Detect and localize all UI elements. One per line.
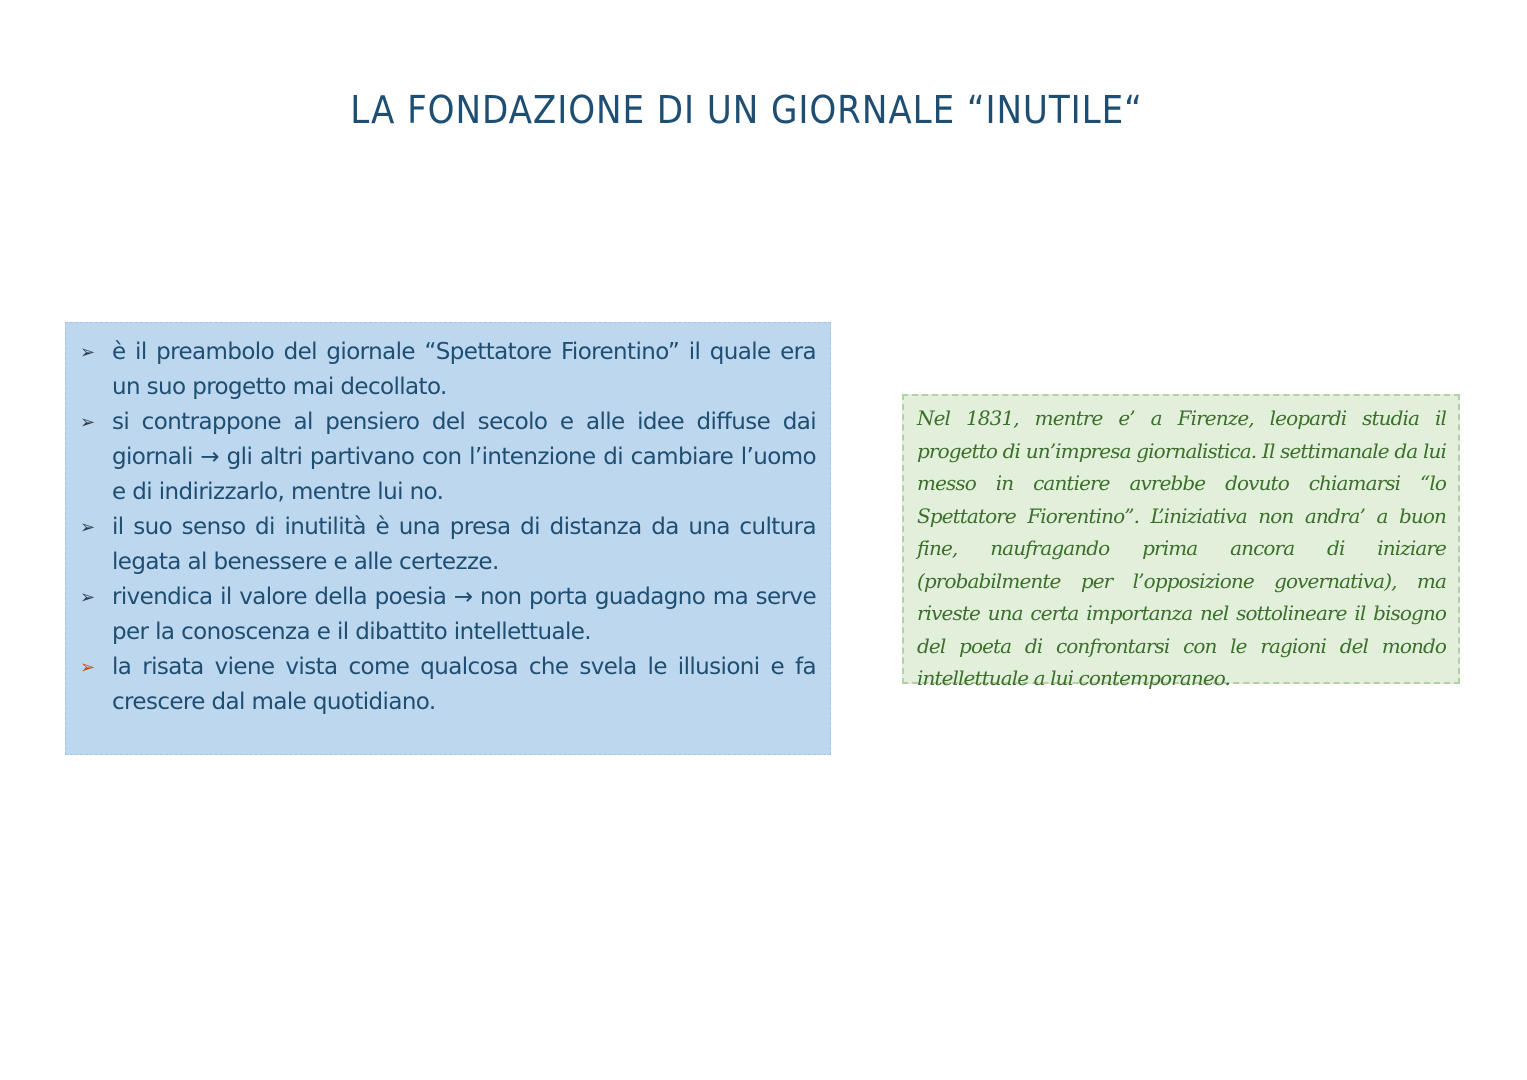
arrow-bullet-icon: ➢ bbox=[80, 412, 96, 433]
bullet-text: è il preambolo del giornale “Spettatore Fiorentino” il quale era un suo progetto mai decollato. bbox=[112, 339, 816, 400]
note-text: Nel 1831, mentre e’ a Firenze, leopardi studia il progetto di un’impresa giornalistica. Il settimanale da lui messo in cantiere avrebbe dovuto chiamarsi “lo Spettatore Fiorentino”. L’iniziativa non andra’ a buon fine, naufragando prima ancora di iniziare (probabilmente per l’opposizione governativa), ma riveste una certa importanza nel sottolineare il bisogno del poeta di confrontarsi con le ragioni del mondo intellettuale a lui contemporaneo. bbox=[917, 406, 1446, 690]
bullet-text: rivendica il valore della poesia → non porta guadagno ma serve per la conoscenza e il dibattito intellettuale. bbox=[112, 584, 816, 645]
arrow-bullet-icon: ➢ bbox=[80, 342, 96, 363]
bullet-text: si contrappone al pensiero del secolo e alle idee diffuse dai giornali → gli altri partivano con l’intenzione di cambiare l’uomo e di indirizzarlo, mentre lui no. bbox=[112, 409, 816, 505]
arrow-bullet-icon: ➢ bbox=[80, 517, 96, 538]
bullet-item bbox=[80, 510, 816, 580]
bullet-item bbox=[80, 405, 816, 510]
note-box bbox=[902, 394, 1460, 690]
bullet-list bbox=[80, 335, 816, 720]
page-title: LA FONDAZIONE DI UN GIORNALE “INUTILE“ bbox=[350, 88, 1143, 132]
arrow-bullet-icon: ➢ bbox=[80, 657, 96, 678]
bullet-text: il suo senso di inutilità è una presa di distanza da una cultura legata al benessere e alle certezze. bbox=[112, 514, 816, 575]
bullet-text: la risata viene vista come qualcosa che svela le illusioni e fa crescere dal male quotidiano. bbox=[112, 654, 816, 715]
bullet-item bbox=[80, 650, 816, 720]
arrow-bullet-icon: ➢ bbox=[80, 587, 96, 608]
bullet-item bbox=[80, 335, 816, 405]
bullet-box bbox=[65, 322, 831, 755]
bullet-item bbox=[80, 580, 816, 650]
